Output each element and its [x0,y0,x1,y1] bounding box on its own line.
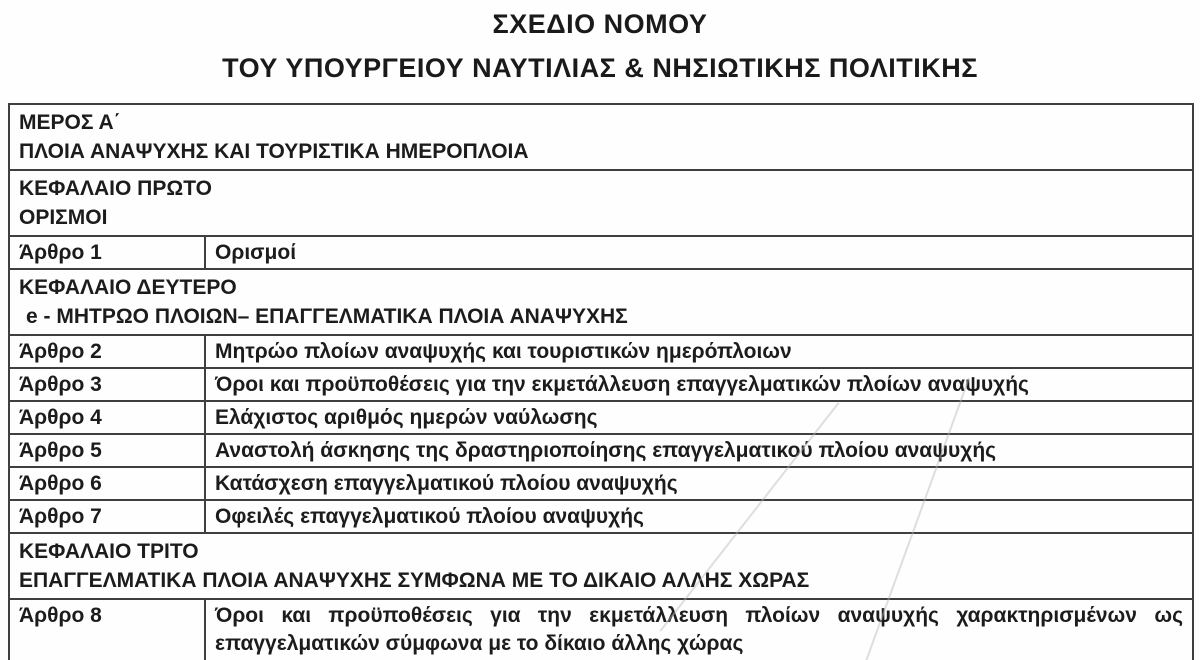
article-number: Άρθρο 6 [9,467,205,500]
article-title: Οφειλές επαγγελματικού πλοίου αναψυχής [205,500,1193,533]
article-number: Άρθρο 7 [9,500,205,533]
article-row-6 [9,467,1193,500]
section-label: ΚΕΦΑΛΑΙΟ ΤΡΙΤΟ [19,540,199,563]
section-row-kefalaio-proto [9,170,1193,236]
article-row-7 [9,500,1193,533]
section-row-meros-a [9,104,1193,170]
article-number: Άρθρο 5 [9,434,205,467]
article-row-8 [9,599,1193,660]
section-label: ΚΕΦΑΛΑΙΟ ΔΕΥΤΕΡΟ [19,276,237,299]
article-title: Ορισμοί [205,236,1193,269]
section-title: ΕΠΑΓΓΕΛΜΑΤΙΚΑ ΠΛΟΙΑ ΑΝΑΨΥΧΗΣ ΣΥΜΦΩΝΑ ΜΕ ΤΟ ΔΙΚΑΙΟ ΑΛΛΗΣ ΧΩΡΑΣ [19,569,810,592]
article-row-1 [9,236,1193,269]
document-title: ΣΧΕΔΙΟ ΝΟΜΟΥ [492,9,708,39]
section-label: ΚΕΦΑΛΑΙΟ ΠΡΩΤΟ [19,177,212,200]
article-title: Κατάσχεση επαγγελματικού πλοίου αναψυχής [205,467,1193,500]
section-row-kefalaio-deutero [9,269,1193,335]
section-row-kefalaio-trito [9,533,1193,599]
article-number: Άρθρο 3 [9,368,205,401]
section-title: ΟΡΙΣΜΟΙ [19,206,108,229]
article-row-2 [9,335,1193,368]
section-label: ΜΕΡΟΣ Α΄ [19,111,121,134]
article-row-5 [9,434,1193,467]
article-title: Όροι και προϋποθέσεις για την εκμετάλλευση πλοίων αναψυχής χαρακτηρισμένων ως επαγγελματικών σύμφωνα με το δίκαιο άλλης χώρας [205,599,1193,660]
article-row-4 [9,401,1193,434]
section-title: e - ΜΗΤΡΩΟ ΠΛΟΙΩΝ– ΕΠΑΓΓΕΛΜΑΤΙΚΑ ΠΛΟΙΑ ΑΝΑΨΥΧΗΣ [26,305,628,328]
article-number: Άρθρο 2 [9,335,205,368]
article-number: Άρθρο 1 [9,236,205,269]
article-title: Όροι και προϋποθέσεις για την εκμετάλλευση επαγγελματικών πλοίων αναψυχής [205,368,1193,401]
document-subtitle: ΤΟΥ ΥΠΟΥΡΓΕΙΟΥ ΝΑΥΤΙΛΙΑΣ & ΝΗΣΙΩΤΙΚΗΣ ΠΟΛΙΤΙΚΗΣ [222,53,978,83]
document-header [0,8,1200,84]
article-number: Άρθρο 4 [9,401,205,434]
article-row-3 [9,368,1193,401]
article-number: Άρθρο 8 [9,599,205,660]
article-title: Ελάχιστος αριθμός ημερών ναύλωσης [205,401,1193,434]
article-title: Αναστολή άσκησης της δραστηριοποίησης επαγγελματικού πλοίου αναψυχής [205,434,1193,467]
article-title: Μητρώο πλοίων αναψυχής και τουριστικών ημερόπλοιων [205,335,1193,368]
contents-table [8,103,1194,660]
section-title: ΠΛΟΙΑ ΑΝΑΨΥΧΗΣ ΚΑΙ ΤΟΥΡΙΣΤΙΚΑ ΗΜΕΡΟΠΛΟΙΑ [19,140,529,163]
